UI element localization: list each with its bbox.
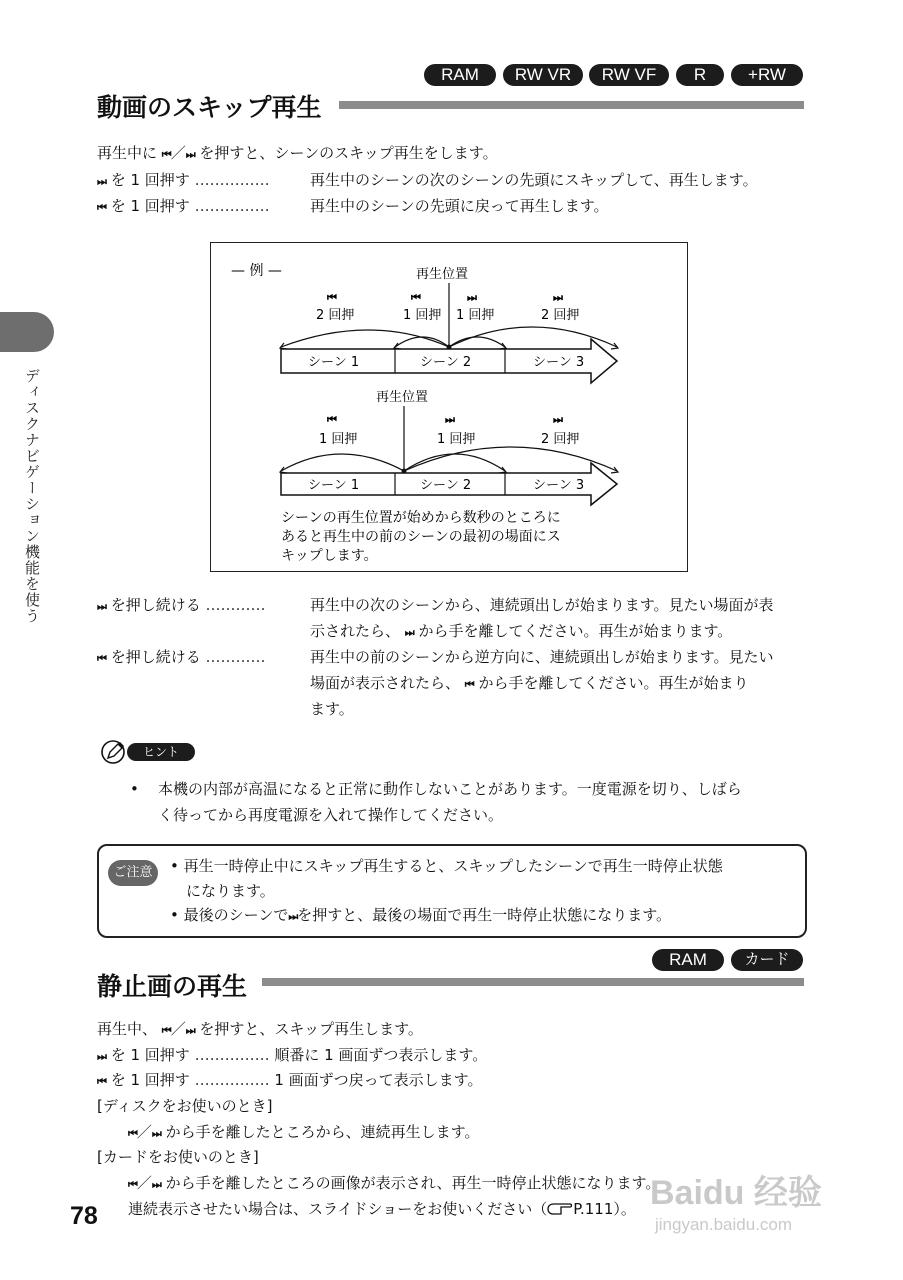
intro-line: [97, 1017, 423, 1041]
skip-back-icon: ⏮: [161, 148, 171, 161]
caution-badge: ご注意: [108, 860, 158, 886]
row-desc: 再生中のシーンの次のシーンの先頭にスキップして、再生します。: [310, 171, 758, 189]
row-skip-back-once: [97, 194, 270, 218]
skip-back-icon: ⏮: [97, 201, 106, 214]
skip-forward-icon: ⏭: [151, 1178, 161, 1191]
slash: ／: [136, 1123, 152, 1141]
diagram-svg: [211, 243, 687, 571]
skip-forward-icon: ⏭: [97, 1050, 106, 1063]
slash: ／: [170, 1020, 186, 1038]
leader-dots: ……………: [194, 197, 270, 215]
skip-arrow-back-2: [281, 330, 449, 347]
row-label: を押し続ける: [110, 648, 201, 666]
scene-3-label: シーン 3: [533, 355, 585, 370]
skip-back-icon: ⏮: [464, 678, 474, 691]
press-count-label: 1 回押: [403, 308, 442, 323]
play-position-label: 再生位置: [416, 267, 469, 282]
row-skip-back-once: [97, 1068, 482, 1092]
skip-arrow-back-1: [281, 454, 404, 471]
row-desc: [310, 619, 732, 643]
example-label: — 例 —: [231, 263, 282, 279]
badge-r: R: [676, 64, 724, 86]
press-count-label: 1 回押: [456, 308, 495, 323]
scene-3-label: シーン 3: [533, 478, 585, 493]
section-title-still-image: 静止画の再生: [97, 972, 248, 1001]
caution-text: [170, 903, 671, 927]
disc-text-part: から手を離したところから、連続再生します。: [165, 1123, 480, 1141]
section-title-video-skip: 動画のスキップ再生: [97, 93, 322, 122]
pointing-hand-icon: [547, 1202, 573, 1216]
skip-arrow-fwd-2: [404, 447, 617, 471]
watermark-brand: Baidu 经验: [650, 1174, 822, 1212]
row-desc: 再生中の次のシーンから、連続頭出しが始まります。見たい場面が表: [310, 596, 774, 614]
skip-forward-icon: ⏭: [445, 413, 455, 426]
play-position-label: 再生位置: [376, 390, 429, 405]
row-hold-back: [97, 645, 265, 669]
desc-text: 示されたら、: [310, 622, 401, 640]
skip-arrow-fwd-1: [404, 454, 505, 471]
hint-text: 本機の内部が高温になると正常に動作しないことがあります。一度電源を切り、しばら: [158, 780, 742, 798]
row-skip-forward-once: [97, 168, 270, 192]
disc-text: [128, 1120, 479, 1144]
intro-line: [97, 141, 498, 165]
skip-forward-icon: ⏭: [185, 148, 195, 161]
intro-text: を押すと、スキップ再生します。: [199, 1020, 423, 1038]
skip-forward-icon: ⏭: [404, 626, 414, 639]
skip-back-icon: ⏮: [128, 1178, 137, 1191]
badge-ram: RAM: [424, 64, 496, 86]
leader-dots: …………: [205, 648, 266, 666]
scene-1-label: シーン 1: [308, 355, 360, 370]
caution-text-part: を押すと、最後の場面で再生一時停止状態になります。: [297, 906, 672, 924]
skip-back-icon: ⏮: [128, 1127, 137, 1140]
skip-back-icon: ⏮: [161, 1024, 171, 1037]
hint-pencil-icon: [100, 738, 128, 766]
press-count-label: 1 回押: [437, 432, 476, 447]
intro-text: を押すと、シーンのスキップ再生をします。: [199, 144, 498, 162]
scene-1-label: シーン 1: [308, 478, 360, 493]
disc-heading: [ディスクをお使いのとき]: [97, 1097, 273, 1115]
diagram-note: キップします。: [281, 548, 378, 564]
row-desc: 再生中の前のシーンから逆方向に、連続頭出しが始まります。見たい: [310, 648, 774, 666]
press-count-label: 2 回押: [316, 308, 355, 323]
row-desc: 再生中のシーンの先頭に戻って再生します。: [310, 197, 609, 215]
skip-arrow-back-1: [395, 337, 449, 347]
row-label: を 1 回押す: [110, 171, 190, 189]
title-rule: [339, 101, 804, 109]
row-desc: 1 画面ずつ戻って表示します。: [274, 1071, 483, 1089]
badge-card: カード: [731, 949, 803, 971]
row-skip-forward-once: [97, 1043, 487, 1067]
badge-rw-vr: RW VR: [503, 64, 583, 86]
row-desc: 順番に 1 画面ずつ表示します。: [274, 1046, 488, 1064]
diagram-note: あると再生中の前のシーンの最初の場面にス: [281, 529, 561, 545]
slash: ／: [136, 1174, 152, 1192]
hint-bullet: •: [130, 780, 139, 798]
skip-arrow-fwd-1: [449, 337, 505, 347]
row-label: を 1 回押す: [110, 1046, 190, 1064]
slash: ／: [170, 144, 186, 162]
page-number: 78: [70, 1202, 98, 1230]
skip-forward-icon: ⏭: [553, 413, 563, 426]
page-reference-link[interactable]: P.111: [573, 1200, 614, 1218]
watermark-url: jingyan.baidu.com: [655, 1215, 793, 1234]
badge-ram: RAM: [652, 949, 724, 971]
intro-text: 再生中に: [97, 144, 158, 162]
skip-diagram: [210, 242, 688, 572]
skip-forward-icon: ⏭: [467, 291, 477, 304]
card-text-part: から手を離したところの画像が表示され、再生一時停止状態になります。: [165, 1174, 661, 1192]
hint-badge: ヒント: [127, 743, 195, 761]
skip-forward-icon: ⏭: [97, 175, 106, 188]
chapter-tab: [0, 312, 54, 352]
title-rule: [262, 978, 804, 986]
caution-text: になります。: [186, 882, 275, 900]
row-desc: ます。: [310, 700, 354, 718]
desc-text: から手を離してください。再生が始まります。: [418, 622, 733, 640]
row-hold-forward: [97, 593, 265, 617]
skip-back-icon: ⏮: [411, 291, 421, 304]
scene-2-label: シーン 2: [420, 478, 472, 493]
slideshow-text: 連続表示させたい場合は、スライドショーをお使いください（: [128, 1200, 548, 1218]
card-text: [128, 1171, 660, 1195]
press-count-label: 1 回押: [319, 432, 358, 447]
skip-forward-icon: ⏭: [553, 291, 563, 304]
scene-2-label: シーン 2: [420, 355, 472, 370]
desc-text: 場面が表示されたら、: [310, 674, 461, 692]
badge-rw-vf: RW VF: [589, 64, 669, 86]
leader-dots: …………: [205, 596, 266, 614]
slideshow-text: ）。: [613, 1200, 636, 1218]
skip-back-icon: ⏮: [327, 291, 337, 304]
leader-dots: ……………: [194, 171, 270, 189]
press-count-label: 2 回押: [541, 432, 580, 447]
skip-back-icon: ⏮: [327, 413, 337, 426]
leader-dots: ……………: [194, 1046, 270, 1064]
row-label: を 1 回押す: [110, 1071, 190, 1089]
chapter-label: ディスクナビゲーション機能を使う: [23, 368, 41, 624]
skip-back-icon: ⏮: [97, 652, 106, 665]
skip-forward-icon: ⏭: [185, 1024, 195, 1037]
hint-text: く待ってから再度電源を入れて操作してください。: [158, 806, 504, 824]
caution-text: • 再生一時停止中にスキップ再生すると、スキップしたシーンで再生一時停止状態: [170, 857, 723, 875]
skip-forward-icon: ⏭: [288, 910, 298, 923]
leader-dots: ……………: [194, 1071, 270, 1089]
row-label: を押し続ける: [110, 596, 201, 614]
slideshow-note: [128, 1197, 636, 1221]
card-heading: [カードをお使いのとき]: [97, 1148, 259, 1166]
diagram-note: シーンの再生位置が始めから数秒のところに: [281, 510, 561, 526]
skip-forward-icon: ⏭: [97, 600, 106, 613]
skip-forward-icon: ⏭: [151, 1127, 161, 1140]
badge-plus-rw: +RW: [731, 64, 803, 86]
row-label: を 1 回押す: [110, 197, 190, 215]
intro-text: 再生中、: [97, 1020, 158, 1038]
caution-text-part: • 最後のシーンで: [170, 906, 289, 924]
press-count-label: 2 回押: [541, 308, 580, 323]
skip-back-icon: ⏮: [97, 1075, 106, 1088]
row-desc: [310, 671, 749, 695]
desc-text: から手を離してください。再生が始まり: [478, 674, 749, 692]
skip-arrow-fwd-2: [449, 327, 617, 347]
